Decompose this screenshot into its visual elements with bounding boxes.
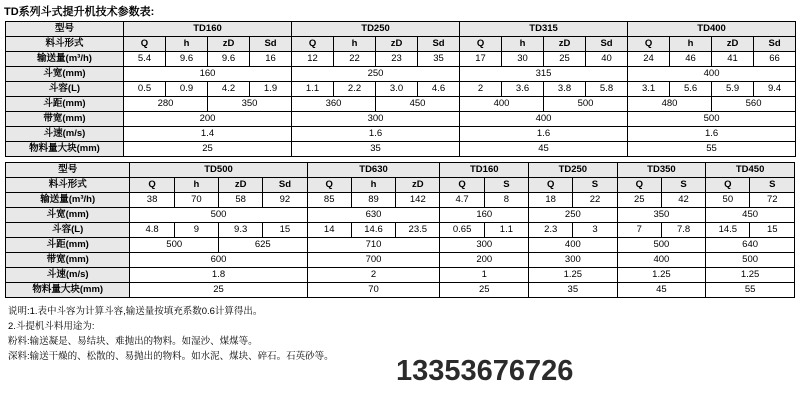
bucket-type-cell: Q [130,178,174,193]
row-label: 输送量(m³/h) [6,193,130,208]
data-cell: 3.6 [502,82,544,97]
bucket-type-cell: Q [628,37,670,52]
data-cell: 700 [307,253,440,268]
model-cell: TD400 [628,22,796,37]
data-cell: 22 [334,52,376,67]
data-cell: 630 [307,208,440,223]
data-cell: 300 [440,238,529,253]
data-cell: 70 [307,283,440,298]
table-row-bucket-speed [6,127,796,142]
bucket-type-cell: h [334,37,376,52]
data-cell: 5.8 [586,82,628,97]
bucket-type-cell: S [750,178,795,193]
row-label: 带宽(mm) [6,112,124,127]
note-line: 2.斗提机斗料用途为: [8,321,95,332]
data-cell: 400 [460,97,544,112]
table-row-capacity [6,52,796,67]
data-cell: 1.25 [617,268,706,283]
data-cell: 22 [573,193,617,208]
data-cell: 23 [376,52,418,67]
table-row-bucket-pitch [6,97,796,112]
row-label: 斗宽(mm) [6,208,130,223]
bucket-type-cell: h [351,178,395,193]
bucket-type-cell: zD [544,37,586,52]
model-cell: TD250 [529,163,618,178]
data-cell: 45 [460,142,628,157]
bucket-type-cell: S [661,178,705,193]
table-row-bucket-width [6,67,796,82]
data-cell: 18 [529,193,573,208]
data-cell: 160 [440,208,529,223]
row-label: 斗宽(mm) [6,67,124,82]
data-cell: 400 [628,67,796,82]
data-cell: 50 [706,193,750,208]
model-cell: TD160 [124,22,292,37]
data-cell: 35 [529,283,618,298]
model-cell: TD450 [706,163,795,178]
data-cell: 280 [124,97,208,112]
data-cell: 5.6 [670,82,712,97]
data-cell: 25 [124,142,292,157]
data-cell: 560 [712,97,796,112]
data-cell: 40 [586,52,628,67]
data-cell: 1.6 [292,127,460,142]
bucket-type-cell: zD [712,37,754,52]
data-cell: 12 [292,52,334,67]
data-cell: 35 [418,52,460,67]
data-cell: 3.8 [544,82,586,97]
data-cell: 2 [307,268,440,283]
data-cell: 480 [628,97,712,112]
data-cell: 200 [440,253,529,268]
data-cell: 315 [460,67,628,82]
data-cell: 200 [124,112,292,127]
data-cell: 16 [250,52,292,67]
data-cell: 300 [292,112,460,127]
data-cell: 46 [670,52,712,67]
data-cell: 0.65 [440,223,484,238]
data-cell: 7 [617,223,661,238]
bucket-type-cell: zD [396,178,440,193]
data-cell: 7.8 [661,223,705,238]
data-cell: 3.0 [376,82,418,97]
data-cell: 1.6 [460,127,628,142]
spec-table-1 [5,21,796,157]
data-cell: 14.6 [351,223,395,238]
data-cell: 500 [617,238,706,253]
data-cell: 35 [292,142,460,157]
bucket-type-cell: zD [208,37,250,52]
table-row-bucket-width [6,208,795,223]
bucket-type-cell: Q [460,37,502,52]
table-row-bucket-type [6,178,795,193]
model-cell: TD630 [307,163,440,178]
row-label: 型号 [6,22,124,37]
bucket-type-cell: Q [292,37,334,52]
data-cell: 625 [219,238,308,253]
model-cell: TD250 [292,22,460,37]
data-cell: 640 [706,238,795,253]
table-row-bucket-pitch [6,238,795,253]
data-cell: 500 [706,253,795,268]
data-cell: 500 [130,238,219,253]
data-cell: 25 [617,193,661,208]
data-cell: 1 [440,268,529,283]
row-label: 斗容(L) [6,223,130,238]
bucket-type-cell: Q [307,178,351,193]
data-cell: 1.25 [706,268,795,283]
data-cell: 2 [460,82,502,97]
model-cell: TD350 [617,163,706,178]
data-cell: 1.6 [628,127,796,142]
data-cell: 400 [460,112,628,127]
note-line: 粉料:输送凝是、易结块、难抛出的物料。如湿沙、煤煤等。 [8,336,258,347]
data-cell: 25 [130,283,307,298]
data-cell: 4.6 [418,82,460,97]
note-line: 说明:1.表中斗容为计算斗容,输送量按填充系数0.6计算得出。 [8,306,263,317]
row-label: 斗速(m/s) [6,127,124,142]
page-title: TD系列斗式提升机技术参数表: [4,6,155,18]
data-cell: 4.8 [130,223,174,238]
note-line: 深料:输送干燥的、松散的、易抛出的物料。如水泥、煤块、碎石。石英砂等。 [8,351,334,362]
data-cell: 55 [706,283,795,298]
bucket-type-cell: h [166,37,208,52]
data-cell: 1.9 [250,82,292,97]
data-cell: 9.3 [219,223,263,238]
row-label: 输送量(m³/h) [6,52,124,67]
bucket-type-cell: h [174,178,218,193]
data-cell: 600 [130,253,307,268]
bucket-type-cell: h [670,37,712,52]
table-row-lump-size [6,142,796,157]
data-cell: 38 [130,193,174,208]
data-cell: 360 [292,97,376,112]
data-cell: 14.5 [706,223,750,238]
row-label: 料斗形式 [6,178,130,193]
data-cell: 1.1 [292,82,334,97]
bucket-type-cell: zD [219,178,263,193]
data-cell: 42 [661,193,705,208]
data-cell: 15 [263,223,307,238]
data-cell: 350 [617,208,706,223]
data-cell: 1.1 [484,223,528,238]
data-cell: 4.7 [440,193,484,208]
bucket-type-cell: Q [529,178,573,193]
bucket-type-cell: Q [124,37,166,52]
model-cell: TD500 [130,163,307,178]
data-cell: 58 [219,193,263,208]
data-cell: 85 [307,193,351,208]
data-cell: 72 [750,193,795,208]
bucket-type-cell: S [573,178,617,193]
data-cell: 0.5 [124,82,166,97]
table-row-belt-width [6,112,796,127]
data-cell: 500 [130,208,307,223]
row-label: 斗距(mm) [6,97,124,112]
data-cell: 300 [529,253,618,268]
data-cell: 89 [351,193,395,208]
data-cell: 9 [174,223,218,238]
row-label: 带宽(mm) [6,253,130,268]
contact-phone-number: 13353676726 [396,355,574,387]
data-cell: 55 [628,142,796,157]
table-row-bucket-volume [6,223,795,238]
data-cell: 15 [750,223,795,238]
data-cell: 45 [617,283,706,298]
data-cell: 250 [292,67,460,82]
data-cell: 4.2 [208,82,250,97]
row-label: 物料量大块(mm) [6,142,124,157]
data-cell: 25 [440,283,529,298]
table-row-bucket-volume [6,82,796,97]
data-cell: 142 [396,193,440,208]
row-label: 斗容(L) [6,82,124,97]
data-cell: 250 [529,208,618,223]
data-cell: 2.2 [334,82,376,97]
row-label: 型号 [6,163,130,178]
data-cell: 500 [628,112,796,127]
table-row-capacity [6,193,795,208]
table-row-lump-size [6,283,795,298]
data-cell: 92 [263,193,307,208]
data-cell: 3.1 [628,82,670,97]
row-label: 物料量大块(mm) [6,283,130,298]
data-cell: 500 [544,97,628,112]
data-cell: 400 [529,238,618,253]
bucket-type-cell: Q [617,178,661,193]
bucket-type-cell: h [502,37,544,52]
data-cell: 14 [307,223,351,238]
bucket-type-cell: Sd [754,37,796,52]
data-cell: 3 [573,223,617,238]
bucket-type-cell: Sd [263,178,307,193]
row-label: 斗速(m/s) [6,268,130,283]
data-cell: 400 [617,253,706,268]
data-cell: 1.4 [124,127,292,142]
data-cell: 66 [754,52,796,67]
row-label: 斗距(mm) [6,238,130,253]
data-cell: 5.4 [124,52,166,67]
data-cell: 450 [706,208,795,223]
bucket-type-cell: S [484,178,528,193]
model-cell: TD315 [460,22,628,37]
data-cell: 24 [628,52,670,67]
table-row-model [6,22,796,37]
data-cell: 1.25 [529,268,618,283]
bucket-type-cell: Q [440,178,484,193]
data-cell: 450 [376,97,460,112]
data-cell: 2.3 [529,223,573,238]
data-cell: 1.8 [130,268,307,283]
data-cell: 23.5 [396,223,440,238]
data-cell: 0.9 [166,82,208,97]
data-cell: 17 [460,52,502,67]
data-cell: 160 [124,67,292,82]
bucket-type-cell: Q [706,178,750,193]
bucket-type-cell: Sd [418,37,460,52]
bucket-type-cell: Sd [586,37,628,52]
data-cell: 5.9 [712,82,754,97]
data-cell: 25 [544,52,586,67]
table-row-model [6,163,795,178]
data-cell: 70 [174,193,218,208]
table-row-bucket-speed [6,268,795,283]
data-cell: 41 [712,52,754,67]
data-cell: 8 [484,193,528,208]
bucket-type-cell: zD [376,37,418,52]
row-label: 料斗形式 [6,37,124,52]
model-cell: TD160 [440,163,529,178]
data-cell: 9.6 [208,52,250,67]
data-cell: 9.6 [166,52,208,67]
spec-table-2 [5,162,795,298]
table-row-bucket-type [6,37,796,52]
table-row-belt-width [6,253,795,268]
bucket-type-cell: Sd [250,37,292,52]
data-cell: 9.4 [754,82,796,97]
data-cell: 710 [307,238,440,253]
data-cell: 30 [502,52,544,67]
data-cell: 350 [208,97,292,112]
